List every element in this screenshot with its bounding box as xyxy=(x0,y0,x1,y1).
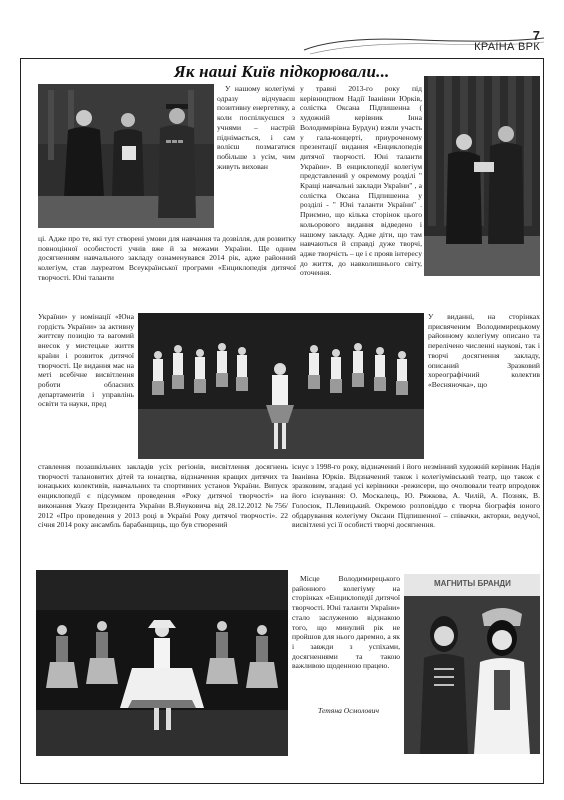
paragraph: у травні 2013-го року під керівництвом Надії Іванівни Юрків, солістка Оксана Підпишенна ( художній керівник Інна Володимирівна Бурдун) взяли участь у гала-концерті, приуроченому презентації видання «Енциклопедія дитячої творчості. Юні таланти України». В енциклопедії колегіум представлений у окремому розділі " Кращі навчальні заклади України" , а солістка Оксана Підпишенна у розділі - " Юні таланти України" . Приємно, що кілька сторінок цього кольорового видання відведено і нашому закладу. Адже діти, що там навчаються й справді дуже творчі, адже творчість – це і є прояв інтересу до життя, до навколишнього світу, оточення. xyxy=(300,84,422,278)
text-col-a-mid xyxy=(38,312,134,460)
author-signature: Тетяна Осмолович xyxy=(318,706,380,715)
text-col-b-final xyxy=(292,574,400,700)
photo-dance-performance xyxy=(36,570,288,756)
magazine-brand: КРАЇНА ВРК xyxy=(474,41,540,53)
paragraph: України» у номінації «Юна гордість України» за активну життєву позицію та вагомий внесок у мистецьке життя країни і розвиток дитячої творчості. Це видання має на меті всебічне висвітлення роботи обласних департаментів і управлінь освіти та науки, пред xyxy=(38,312,134,409)
paragraph: ці. Адже про те, які тут створені умови для навчання та дозвілля, для розвитку повноцінної особистості учнів вже й за межами України. Ще одним досягненням навчального закладу ознаменувався 2014 рік, адже районний колегіум, став лауреатом Всеукраїнської програми «Енциклопедія дитячої творчості. Юні таланти xyxy=(38,234,296,282)
text-col-a-wide xyxy=(38,234,296,306)
text-col-a-top xyxy=(217,84,295,234)
photo-award-ceremony xyxy=(38,84,214,228)
photo-award-handshake xyxy=(424,76,540,276)
page-number: 7 xyxy=(532,28,540,43)
photo-two-performers xyxy=(404,574,540,754)
paragraph: У виданні, на сторінках присвяченим Володимирецькому районному колегіуму описано та перелічено численні наукові, так і творчі досягнення закладу, описаний Зразковий хореографічний колектив «Весняночка», що xyxy=(428,312,540,389)
banner-text: МАГНИТЫ БРАНДИ xyxy=(434,579,511,588)
paragraph: ставлення позашкільних закладів усіх регіонів, висвітлення досягнень творчості талановитих дітей та юнацтва, відзначення кращих дитячих та юнацьких колективів, навчальних та спортивних установ України. Випуск енциклопедії є підсумком проведення «Року дитячої творчості» на виконання Указу Президента України В.Януковича від 28.12.2012 №756/ 2012 «Про проведення у 2013 році в Україні Року дитячої творчості». 22 січня 2014 року ансамбль барабанщиць, що був створений xyxy=(38,462,288,530)
photo-drummer-ensemble xyxy=(138,313,424,459)
paragraph: У нашому колегіумі одразу відчуваєш позитивну енергетику, а коли поспілкуєшся з учнями – настрій піднімається, і сам волієш позмагатися побільше з усім, чим живуть вихован xyxy=(217,84,295,171)
text-col-b-bottom xyxy=(292,462,540,564)
text-col-b-mid xyxy=(428,312,540,460)
paragraph: існує з 1998-го року, відзначений і його незмінний художній керівник Надія Іванівна Юрків. Відзначений також і колегіумівський театр, що також є зразковим, згадані усі керівники -режисери, що очолювали театр впродовж його існування: О. Москалець, Ю. Ряжкова, А. Чилій, А. Позняк, В. Голосюк, П.Левицький. Окремою розповіддю є творча біографія юного обдарування колегіуму Оксани Підпишенної – співачки, акторки, ведучої, висвітлені усі її особисті творчі досягнення. xyxy=(292,462,540,530)
article-title: Як наші Київ підкорювали... xyxy=(174,62,390,81)
text-col-b-top xyxy=(300,84,422,310)
text-col-a-bottom xyxy=(38,462,288,562)
paragraph: Місце Володимирецького районного колегіуму на сторінках «Енциклопедії дитячої творчості. Юні таланти України» стало заслуженою відзнакою того, що минулий рік не пройшов для нього даремно, а як і завжди з успіхами, досягненнями та такою важливою щоденною працею. xyxy=(292,574,400,671)
